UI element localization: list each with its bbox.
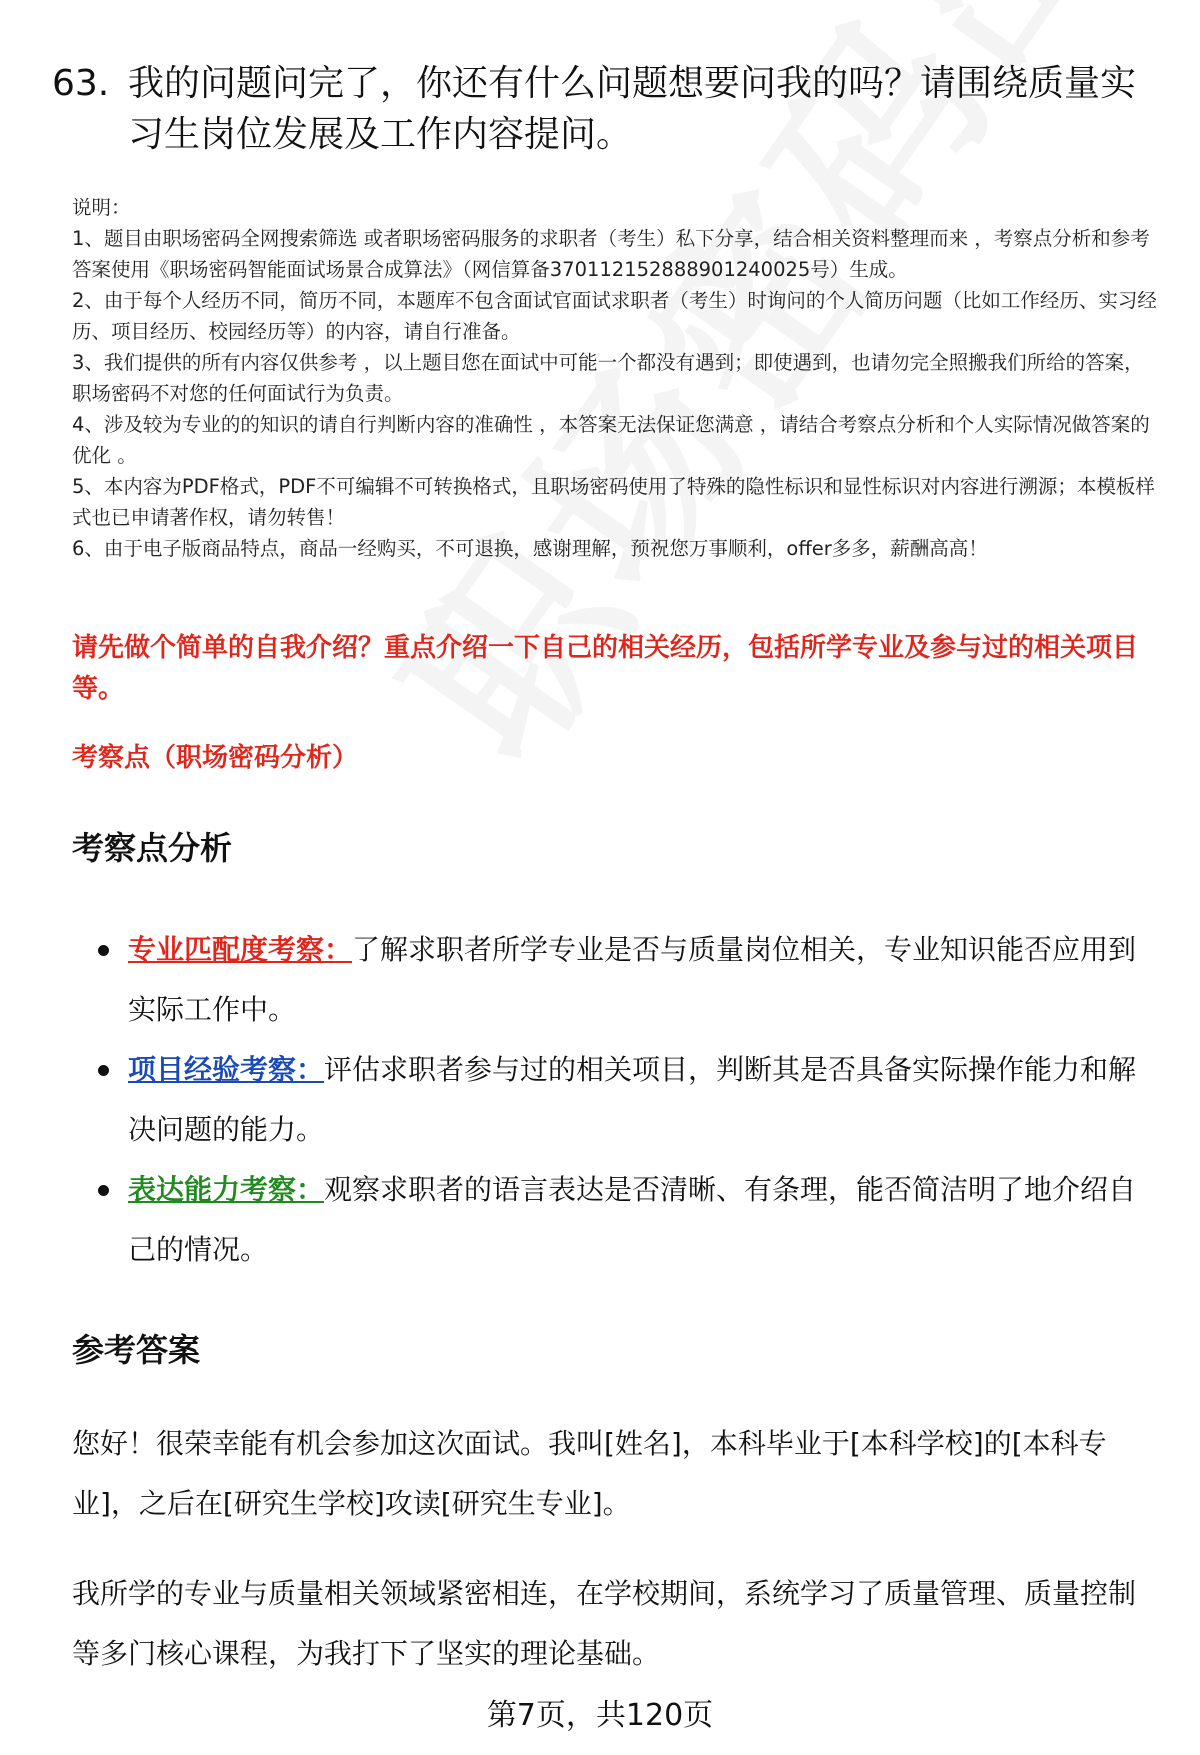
notes-block: [72, 192, 1162, 564]
answer-paragraph: 我所学的专业与质量相关领域紧密相连，在学校期间，系统学习了质量管理、质量控制等多门核心课程，为我打下了坚实的理论基础。: [72, 1577, 1137, 1670]
list-item: [72, 1040, 1162, 1160]
list-item: [72, 920, 1162, 1040]
bullet-dot-icon: [98, 945, 109, 956]
analysis-heading: 考察点分析: [72, 829, 233, 867]
note-item: 3、我们提供的所有内容仅供参考 ，以上题目您在面试中可能一个都没有遇到；即使遇到，也请勿完全照搬我们所给的答案，职场密码不对您的任何面试行为负责。: [72, 351, 1144, 405]
notes-heading: 说明：: [72, 196, 131, 219]
question-text: 我的问题问完了，你还有什么问题想要问我的吗？请围绕质量实习生岗位发展及工作内容提问。: [128, 63, 1137, 155]
note-item: 2、由于每个人经历不同，简历不同，本题库不包含面试官面试求职者（考生）时询问的个人简历问题（比如工作经历、实习经历、项目经历、校园经历等）的内容，请自行准备。: [72, 289, 1157, 343]
note-item: 1、题目由职场密码全网搜索筛选 或者职场密码服务的求职者（考生）私下分享，结合相关资料整理而来 ，考察点分析和参考答案使用《职场密码智能面试场景合成算法》（网信算备370112152888901240025号）生成。: [72, 227, 1150, 281]
question-number: 63.: [52, 63, 110, 104]
note-item: 4、涉及较为专业的的知识的请自行判断内容的准确性 ，本答案无法保证您满意 ，请结合考察点分析和个人实际情况做答案的优化 。: [72, 413, 1150, 467]
bullet-dot-icon: [98, 1065, 109, 1076]
question-title: [52, 58, 1162, 160]
answer-heading: 参考答案: [72, 1331, 201, 1369]
analysis-list: [72, 920, 1162, 1280]
note-item: 5、本内容为PDF格式，PDF不可编辑不可转换格式，且职场密码使用了特殊的隐性标识和显性标识对内容进行溯源；本模板样式也已申请著作权，请勿转售！: [72, 475, 1155, 529]
note-item: 6、由于电子版商品特点，商品一经购买，不可退换，感谢理解，预祝您万事顺利，offer多多，薪酬高高！: [72, 537, 988, 560]
bullet-text: 观察求职者的语言表达是否清晰、有条理，能否简洁明了地介绍自己的情况。: [128, 1173, 1137, 1266]
bullet-keyword: 项目经验考察：: [128, 1053, 325, 1086]
bullet-text: 了解求职者所学专业是否与质量岗位相关，专业知识能否应用到实际工作中。: [128, 933, 1137, 1026]
sub-question: 请先做个简单的自我介绍？重点介绍一下自己的相关经历，包括所学专业及参与过的相关项目等。: [72, 633, 1139, 704]
bullet-dot-icon: [98, 1185, 109, 1196]
bullet-keyword: 专业匹配度考察：: [128, 933, 353, 966]
page-footer: 第7页，共120页: [486, 1698, 714, 1733]
focus-label: 考察点（职场密码分析）: [72, 743, 359, 773]
bullet-text: 评估求职者参与过的相关项目，判断其是否具备实际操作能力和解决问题的能力。: [128, 1053, 1137, 1146]
list-item: [72, 1160, 1162, 1280]
answer-paragraph: 您好！很荣幸能有机会参加这次面试。我叫[姓名]，本科毕业于[本科学校]的[本科专业]，之后在[研究生学校]攻读[研究生专业]。: [72, 1427, 1107, 1520]
bullet-keyword: 表达能力考察：: [128, 1173, 325, 1206]
